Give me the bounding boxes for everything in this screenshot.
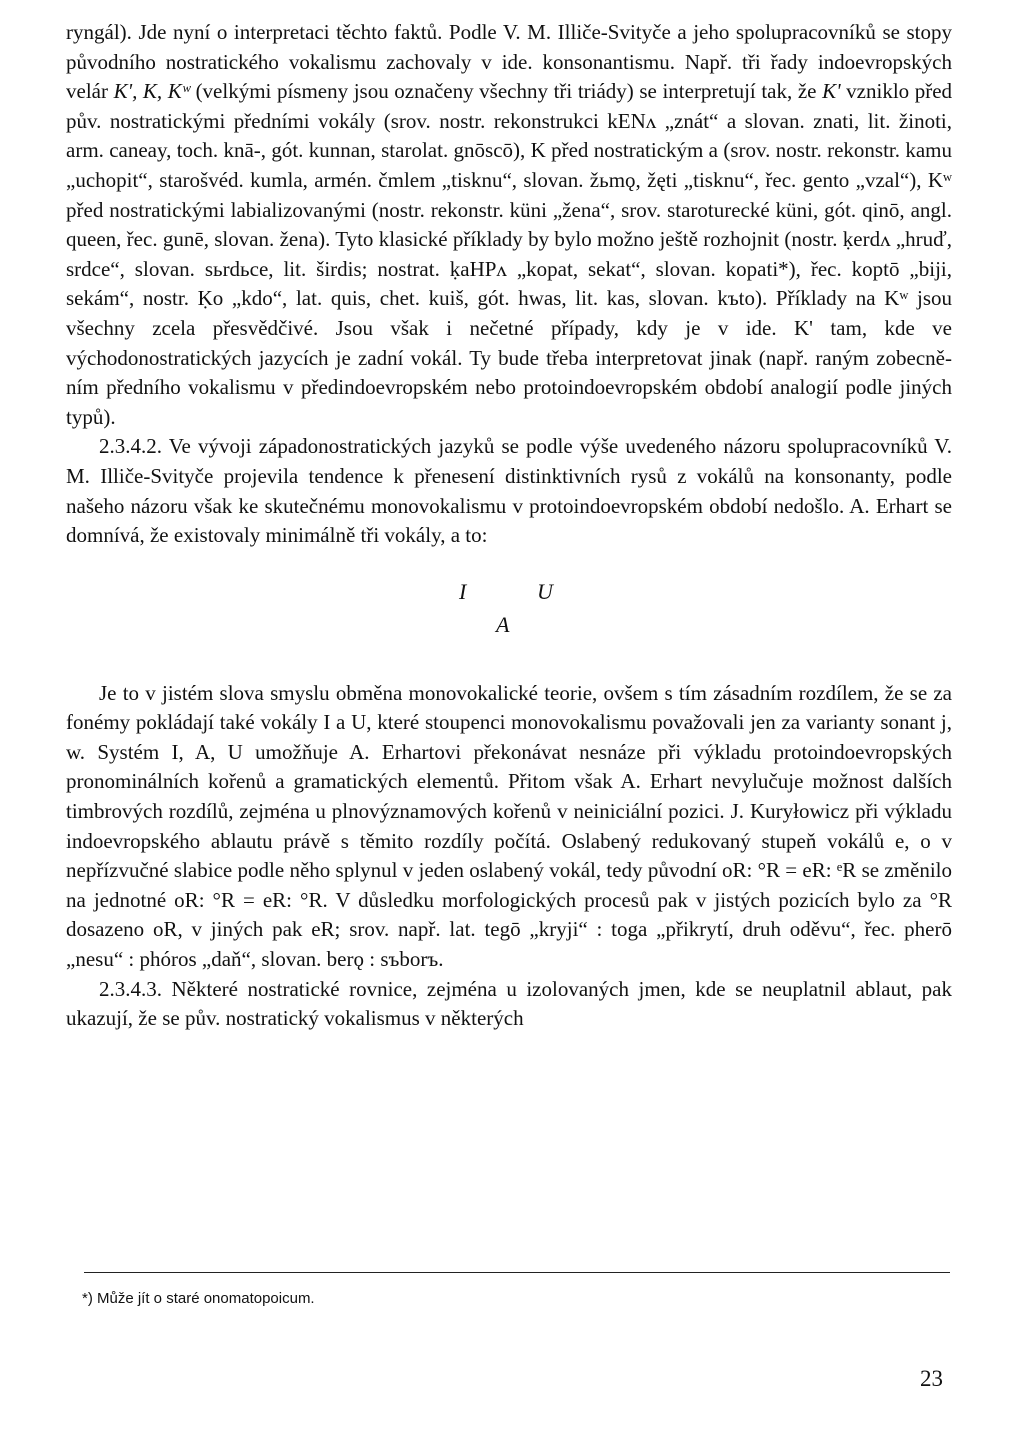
p1-middle-2: vzniklo před pův. nostratickými předními vokály (srov. nostr. rekonstrukci <box>66 79 953 133</box>
p1-tail: kENʌ „znát“ a slovan. znati, lit. žinoti, arm. caneay, toch. knā-, gót. kunnan, starolat. gnōscō), K před nostratickým a (srov. nostr. rekonstr. kamu „uchopit“, starošvéd. kumla, armén. čmlem „tisknu“, slovan. žьmǫ, žęti „tisknu“, řec. gento „vzal“), Kʷ před nostratickými labializovanými (nostr. rekonstr. küni „žena“, srov. staroturecké küni, gót. qinō, angl. queen, řec. gunē, slovan. žena). Tyto klasické příklady by bylo možno ještě rozhojnit (nostr. ḳerdʌ „hruď, srdce“, slovan. sьrdьce, lit. širdis; nostrat. ḳaHPʌ „kopat, sekat“, slovan. kopati*), řec. koptō „biji, sekám“, nostr. Ḳo „kdo“, lat. quis, chet. kuiš, gót. hwas, lit. kas, slovan. kъto). Příklady na Kʷ jsou všechny zcela přesvědčivé. Jsou však i nečetné případy, kdy je v ide. K' tam, kde ve východonostratických jazycích je zadní vokál. Ty bude třeba interpretovat jinak (např. raným zobecněním předního vokalismu v předindoevropském nebo protoindoevropském období analogií podle jiných typů). <box>66 108 952 429</box>
paragraph-2: 2.3.4.2. Ve vývoji západonostratických jazyků se podle výše uvedeného názoru spolupracovníků V. M. Illiče-Svityče projevila tendence k přenesení distinktivních rysů z vokálů na konsonanty, podle našeho názoru však ke skutečnému monovokalismu v protoindoevropském období nedošlo. A. Erhart se domnívá, že existovaly minimálně tři vokály, a to: <box>66 434 952 548</box>
paragraph-4: 2.3.4.3. Některé nostratické rovnice, zejména u izolovaných jmen, kde se neuplatnil ablaut, pak ukazují, že se pův. nostratický vokalismus v některých <box>66 976 952 1031</box>
page-number: 23 <box>920 1366 943 1391</box>
paragraph-3: Je to v jistém slova smyslu obměna monovokalické teorie, ovšem s tím zásadním rozdílem, že se za fonémy pokládají také vokály I a U, které stoupenci monovokalismu považovali jen za varianty sonant j, w. Systém I, A, U umožňuje A. Erhartovi překonávat nesnáze při výkladu protoindoevropských pronominálních kořenů a gramatických elementů. Přitom však A. Erhart nevylučuje možnost dalších timbrových rozdílů, zejména u plnovýznamových kořenů v neiniciální pozici. J. Kuryłowicz při výkladu indoevropského ablautu právě s těmito rozdíly počítá. Oslabený redukovaný stupeň vokálů e, o v nepřízvučné slabice podle něho splynul v jeden oslabený vokál, tedy původní oR: °R = eR: ᵉR se změnilo na jednotné oR: °R = eR: °R. V důsledku morfologických procesů pak v jistých pozicích bylo za °R dosazeno oR, v jiných pak eR; srov. např. lat. tegō „kryji“ : toga „přikrytí, druh oděvu“, řec. pherō „nesu“ : phóros „daň“, slovan. berǫ : sъborъ. <box>66 680 952 972</box>
vowel-a: A <box>496 611 510 637</box>
symbol-k: K, <box>142 79 163 104</box>
symbol-k-w: Kʷ <box>167 79 190 104</box>
symbol-k-prime: K', <box>113 79 138 104</box>
page-body <box>66 18 952 1034</box>
footnote-divider <box>84 1272 950 1273</box>
p1-middle: (velkými písmeny jsou označeny všechny tři triády) se interpretují tak, že <box>195 79 817 104</box>
vowel-u: U <box>537 578 553 604</box>
vowel-triangle <box>66 551 952 679</box>
symbol-k-prime-2: K' <box>822 79 841 104</box>
paragraph-1 <box>66 18 952 432</box>
p1-start: ryngál). Jde nyní o interpretaci těchto faktů. Podle V. M. Illiče-Svityče a jeho spolupracovníků se stopy původního nostratického vokalismu zachovaly v ide. konsonantismu. Např. tři řady indoevropských velár <box>66 20 952 104</box>
footnote: *) Může jít o staré onomatopoicum. <box>82 1290 315 1307</box>
vowel-i: I <box>459 578 467 604</box>
